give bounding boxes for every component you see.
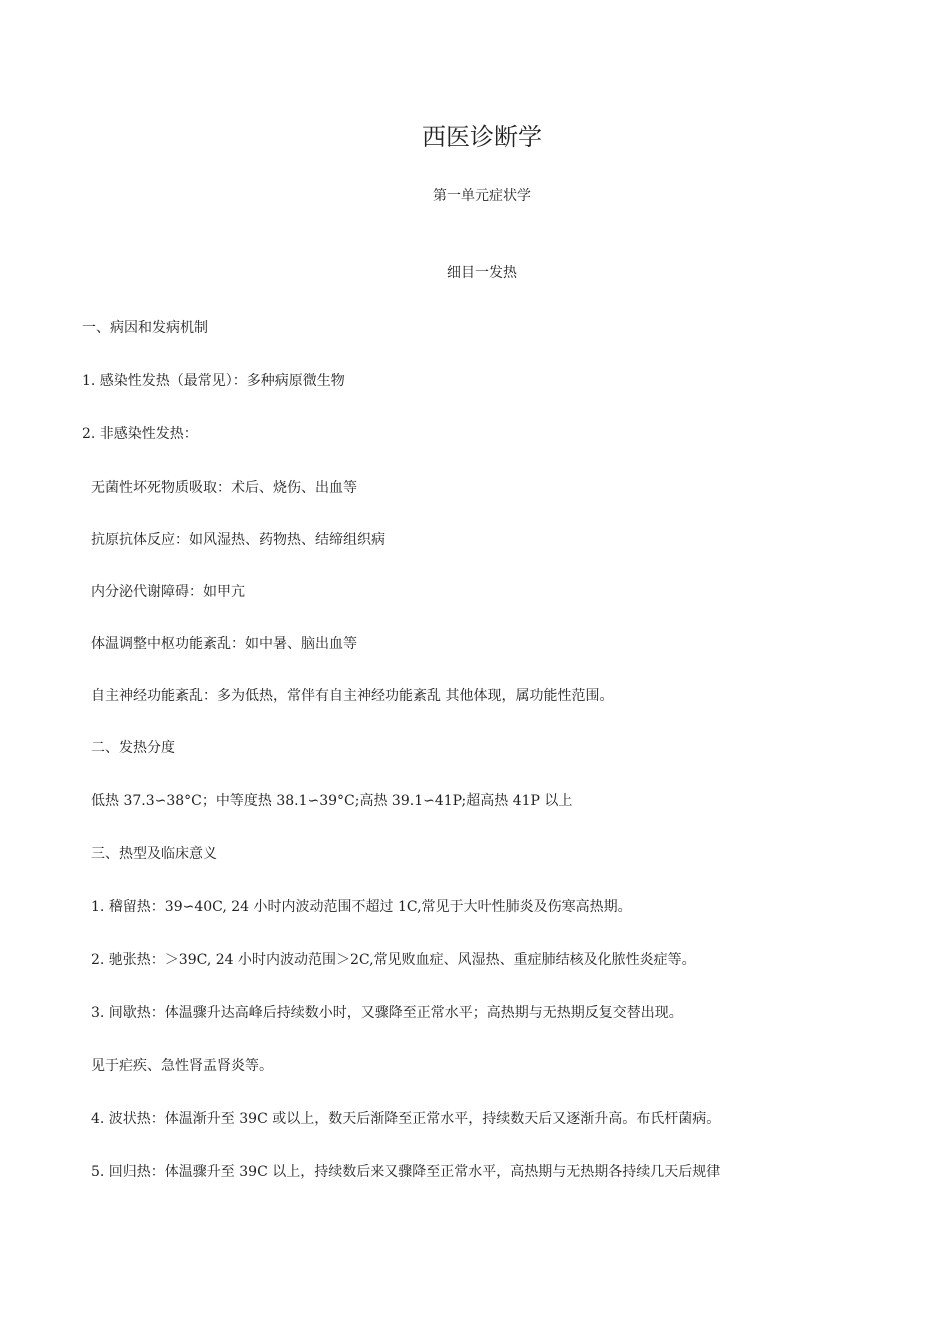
- heading-fever-grades: 二、发热分度: [91, 740, 175, 756]
- paragraph-line: 自主神经功能紊乱：多为低热，常伴有自主神经功能紊乱 其他体现，属功能性范围。: [91, 688, 614, 704]
- heading-etiology: 一、病因和发病机制: [82, 320, 208, 336]
- document-title: 西医诊断学: [422, 123, 542, 151]
- paragraph-line: 抗原抗体反应：如风湿热、药物热、结缔组织病: [91, 532, 385, 548]
- heading-fever-types: 三、热型及临床意义: [91, 846, 217, 862]
- paragraph-line: 无菌性坏死物质吸取：术后、烧伤、出血等: [91, 480, 357, 496]
- list-item: 1. 感染性发热（最常见）：多种病原微生物: [82, 373, 345, 389]
- paragraph-line: 内分泌代谢障碍：如甲亢: [91, 584, 245, 600]
- list-item: 2. 非感染性发热：: [82, 426, 198, 442]
- list-item: 4. 波状热：体温渐升至 39C 或以上，数天后渐降至正常水平，持续数天后又逐渐升高。布氏杆菌病。: [91, 1111, 721, 1127]
- unit-heading: 第一单元症状学: [433, 188, 531, 204]
- list-item: 5. 回归热：体温骤升至 39C 以上，持续数后来又骤降至正常水平，高热期与无热期各持续几天后规律: [91, 1164, 721, 1180]
- list-item: 2. 驰张热：＞39C, 24 小时内波动范围＞2C,常见败血症、风湿热、重症肺结核及化脓性炎症等。: [91, 952, 696, 968]
- list-item: 3. 间歇热：体温骤升达高峰后持续数小时，又骤降至正常水平；高热期与无热期反复交替出现。: [91, 1005, 683, 1021]
- section-heading: 细目一发热: [447, 265, 517, 281]
- list-item: 1. 稽留热：39∽40C, 24 小时内波动范围不超过 1C,常见于大叶性肺炎及伤寒高热期。: [91, 899, 632, 915]
- paragraph-line: 体温调整中枢功能紊乱：如中暑、脑出血等: [91, 636, 357, 652]
- paragraph-line: 见于疟疾、急性肾盂肾炎等。: [91, 1058, 273, 1074]
- paragraph-line: 低热 37.3∽38°C；中等度热 38.1∽39°C;高热 39.1∽41P;超高热 41P 以上: [91, 793, 573, 809]
